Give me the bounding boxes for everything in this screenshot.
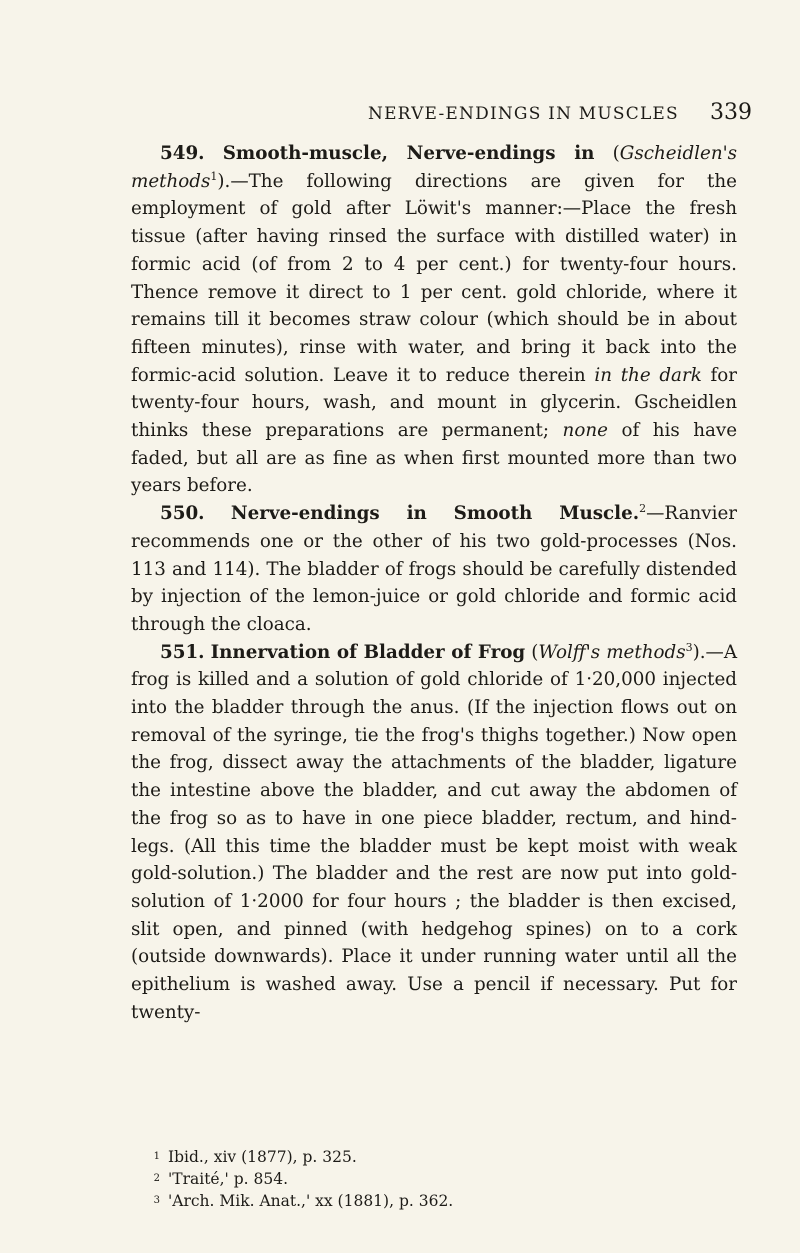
footnote xyxy=(146,1146,706,1168)
footnote-text: 'Traité,' p. 854. xyxy=(168,1170,289,1188)
page-number: 339 xyxy=(710,100,752,125)
section-number: 549. xyxy=(160,143,205,164)
page-header xyxy=(0,100,800,134)
paragraph-text: —The following directions are given for the employment of gold after Löwit's manner:—Place the fresh tissue (after having rinsed the surface with distilled water) in formic acid (of from 2 to 4 per cent.) for twenty-four hours. Thence remove it direct to 1 per cent. gold chloride, where it remains till it becomes straw colour (which should be in about fifteen minutes), rinse with water, and bring it back into the formic-acid solution. Leave it to reduce therein xyxy=(131,170,737,386)
heading-paren-close: ). xyxy=(692,641,706,663)
footnotes xyxy=(146,1146,706,1212)
body-text xyxy=(131,140,737,1027)
section-heading: Innervation of Bladder of Frog xyxy=(210,641,526,663)
footnote-text: 'Arch. Mik. Anat.,' xx (1881), p. 362. xyxy=(168,1192,454,1210)
section-heading: Nerve-endings in Smooth Muscle. xyxy=(230,503,640,525)
paragraph-551 xyxy=(131,639,737,1027)
section-number: 551. xyxy=(160,641,205,663)
paragraph-549 xyxy=(131,140,737,500)
section-number: 550. xyxy=(160,503,205,525)
footnote-mark: 2 xyxy=(153,1173,160,1184)
paragraph-550 xyxy=(131,500,737,639)
paragraph-text: for twenty-four hours, wash, and mount in glycerin. Gscheidlen thinks these preparations are permanent; xyxy=(131,364,738,442)
footnote xyxy=(146,1168,706,1190)
italic-phrase: none xyxy=(562,420,608,442)
heading-paren-open: ( xyxy=(612,143,620,164)
paragraph-text: —A frog is killed and a solution of gold chloride of 1·20,000 injected into the bladder through the anus. (If the injection flows out on removal of the syringe, tie the frog's thighs together.) Now open the frog, dissect away the attachments of the bladder, ligature the intestine above the bladder, and cut away the abdomen of the frog so as to have in one piece bladder, rectum, and hind-legs. (All this time the bladder must be kept moist with weak gold-solution.) The bladder and the rest are now put into gold-solution of 1·2000 for four hours ; the bladder is then excised, slit open, and pinned (with hedgehog spines) on to a cork (outside downwards). Place it under running water until all the epithelium is washed away. Use a pencil if necessary. Put for twenty- xyxy=(131,641,738,1023)
footnote-ref: 3 xyxy=(685,640,693,654)
section-heading: Smooth-muscle, Nerve-endings in xyxy=(222,143,595,164)
paragraph-text: —Ranvier recommends one or the other of his two gold-processes (Nos. 113 and 114). The bladder of frogs should be carefully distended by injection of the lemon-juice or gold chloride and formic acid through the cloaca. xyxy=(131,503,737,635)
running-title: NERVE-ENDINGS IN MUSCLES xyxy=(368,104,679,124)
italic-phrase: in the dark xyxy=(594,364,702,386)
footnote xyxy=(146,1190,706,1212)
paragraph-text: of his have faded, but all are as fine as when first mounted more than two years before. xyxy=(131,420,738,497)
footnote-ref: 2 xyxy=(639,502,647,516)
heading-italic: Wolff's methods xyxy=(538,641,686,663)
footnote-ref: 1 xyxy=(210,169,218,183)
heading-paren-open: ( xyxy=(531,641,539,663)
heading-italic: Gscheidlen's methods xyxy=(131,143,737,192)
footnote-mark: 3 xyxy=(153,1195,160,1206)
footnote-text: Ibid., xiv (1877), p. 325. xyxy=(168,1148,357,1166)
footnote-mark: 1 xyxy=(153,1151,160,1162)
heading-paren-close: ). xyxy=(217,170,231,192)
